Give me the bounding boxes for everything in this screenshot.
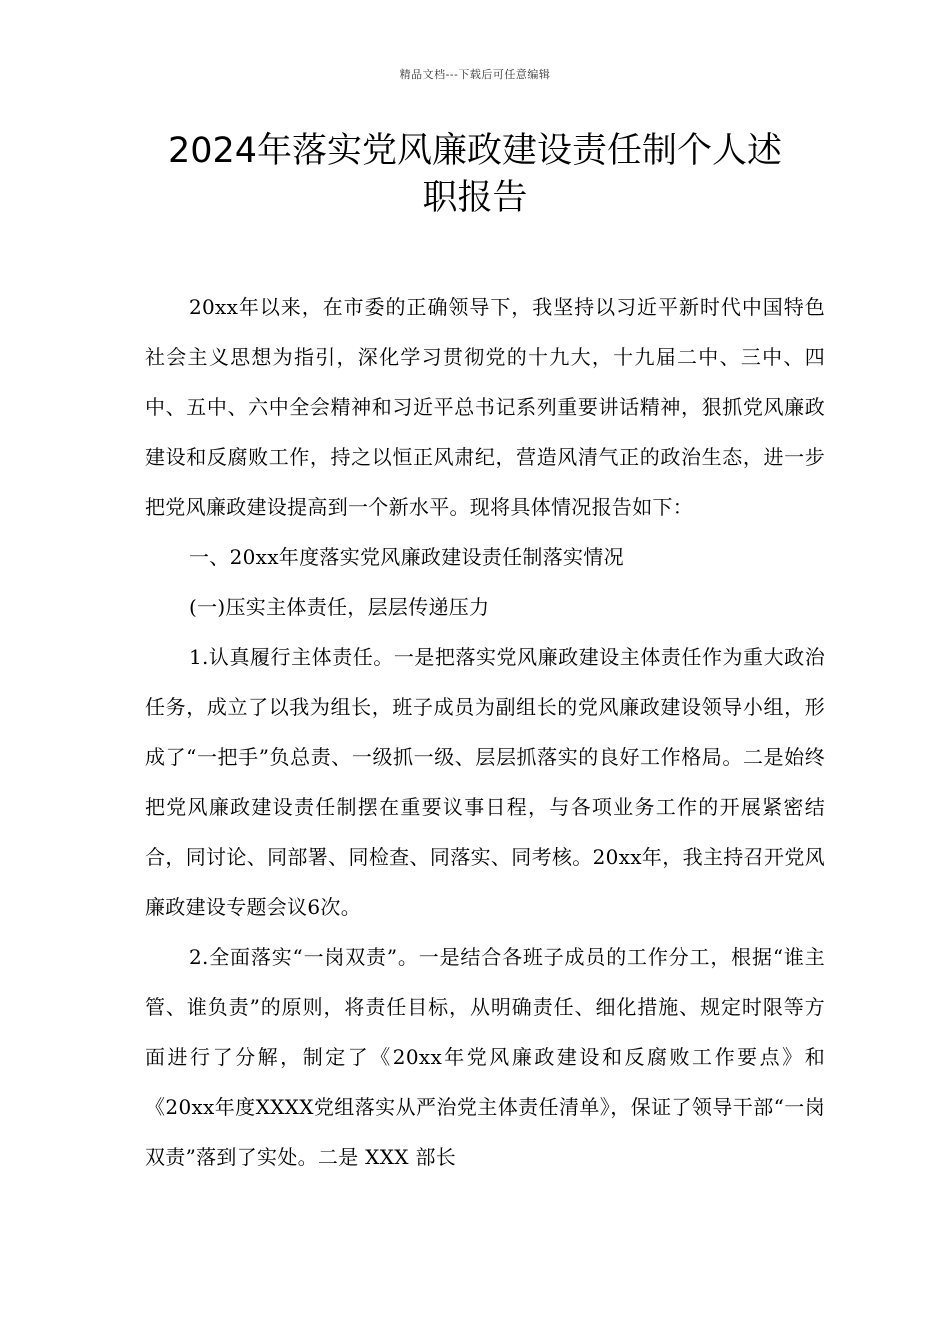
title-line-1: 2024年落实党风廉政建设责任制个人述 bbox=[167, 131, 783, 171]
paragraph-intro: 20xx年以来，在市委的正确领导下，我坚持以习近平新时代中国特色社会主义思想为指引，深化学习贯彻党的十九大，十九届二中、三中、四中、五中、六中全会精神和习近平总书记系列重要讲话精神，狠抓党风廉政建设和反腐败工作，持之以恒正风肃纪，营造风清气正的政治生态，进一步把党风廉政建设提高到一个新水平。现将具体情况报告如下： bbox=[145, 295, 825, 519]
title-line-2: 职报告 bbox=[422, 178, 528, 218]
paragraph-item-2: 2.全面落实“一岗双责”。一是结合各班子成员的工作分工，根据“谁主管、谁负责”的原则，将责任目标，从明确责任、细化措施、规定时限等方面进行了分解，制定了《20xx年党风廉政建设和反腐败工作要点》和《20xx年度XXXX党组落实从严治党主体责任清单》，保证了领导干部“一岗双责”落到了实处。二是 XXX 部长 bbox=[145, 945, 825, 1169]
section-heading-1: 一、20xx年度落实党风廉政建设责任制落实情况 bbox=[189, 545, 624, 569]
header-note: 精品文档---下载后可任意编辑 bbox=[399, 68, 551, 81]
document-body bbox=[145, 282, 825, 1182]
subsection-heading-1: (一)压实主体责任，层层传递压力 bbox=[189, 595, 490, 619]
paragraph-item-1: 1.认真履行主体责任。一是把落实党风廉政建设主体责任作为重大政治任务，成立了以我为组长，班子成员为副组长的党风廉政建设领导小组，形成了“一把手”负总责、一级抓一级、层层抓落实的良好工作格局。二是始终把党风廉政建设责任制摆在重要议事日程，与各项业务工作的开展紧密结合，同讨论、同部署、同检查、同落实、同考核。20xx年，我主持召开党风廉政建设专题会议6次。 bbox=[145, 645, 825, 919]
document-title bbox=[120, 128, 830, 222]
